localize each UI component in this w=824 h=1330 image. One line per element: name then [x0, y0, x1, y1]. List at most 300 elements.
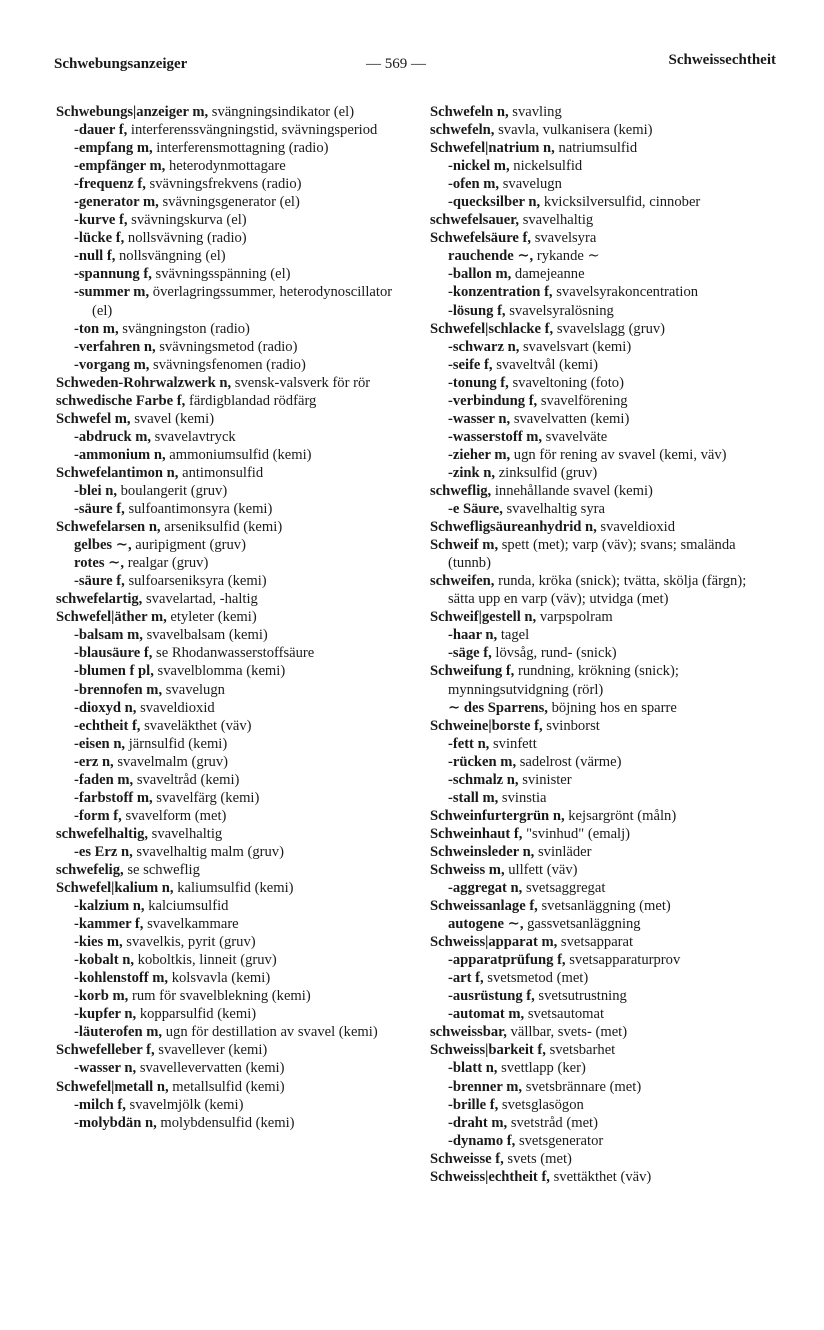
entry-definition: varpspolram — [536, 609, 613, 626]
dictionary-entry — [430, 464, 776, 482]
dictionary-entry — [56, 771, 402, 789]
entry-headword: -wasserstoff m, — [448, 428, 543, 445]
entry-definition: svavelbalsam (kemi) — [142, 627, 268, 644]
entry-headword: Schweiss|barkeit f, — [430, 1042, 546, 1059]
entry-headword: rotes ∼, — [74, 555, 125, 572]
dictionary-entry — [56, 374, 402, 392]
dictionary-entry — [56, 103, 402, 121]
dictionary-entry — [56, 1078, 402, 1096]
entry-definition: svavelmjölk (kemi) — [125, 1096, 244, 1113]
entry-headword: -erz n, — [74, 753, 114, 770]
entry-headword: Schweinhaut f, — [430, 825, 523, 842]
entry-definition: gassvetsanläggning — [523, 916, 641, 933]
dictionary-entry — [430, 1023, 776, 1041]
entry-definition: böjning hos en sparre — [547, 699, 677, 716]
entry-headword: Schweifung f, — [430, 663, 515, 680]
entry-headword: -tonung f, — [448, 374, 509, 391]
entry-definition: ugn för rening av svavel (kemi, väv) — [510, 446, 727, 463]
entry-headword: -ammonium n, — [74, 446, 166, 463]
entry-definition: svetsbrännare (met) — [522, 1078, 642, 1095]
dictionary-entry — [56, 139, 402, 157]
entry-headword: -kohlenstoff m, — [74, 970, 169, 987]
entry-definition: svetsbarhet — [545, 1042, 616, 1059]
entry-headword: -kammer f, — [74, 916, 144, 933]
entry-definition: runda, kröka (snick); tvätta, skölja (färgn); sätta upp en varp (väv); utvidga (met) — [448, 573, 747, 608]
entry-headword: -null f, — [74, 248, 116, 265]
dictionary-entry — [430, 699, 776, 717]
entry-headword: -dauer f, — [74, 122, 128, 139]
entry-definition: kopparsulfid (kemi) — [136, 1006, 257, 1023]
entry-definition: svensk-valsverk för rör — [231, 374, 371, 391]
dictionary-entry — [56, 807, 402, 825]
entry-definition: svinfett — [489, 735, 537, 752]
entry-definition: svängningston (radio) — [118, 320, 250, 337]
entry-definition: svetsgenerator — [515, 1132, 604, 1149]
entry-headword: Schweinfurtergrün n, — [430, 807, 565, 824]
dictionary-entry — [430, 897, 776, 915]
entry-headword: -ballon m, — [448, 266, 512, 283]
entry-headword: Schweif m, — [430, 537, 499, 554]
dictionary-entry — [56, 699, 402, 717]
entry-definition: svetsanläggning (met) — [537, 898, 671, 915]
entry-headword: Schwefel|natrium n, — [430, 140, 555, 157]
entry-definition: lövsåg, rund- (snick) — [491, 645, 617, 662]
entry-headword: -automat m, — [448, 1006, 525, 1023]
entry-headword: -apparatprüfung f, — [448, 952, 566, 969]
dictionary-entry — [430, 157, 776, 175]
dictionary-entry — [430, 1168, 776, 1186]
entry-definition: svävningsfrekvens (radio) — [145, 176, 302, 193]
entry-headword: Schweiss|apparat m, — [430, 934, 558, 951]
dictionary-entry — [56, 536, 402, 554]
entry-headword: -art f, — [448, 970, 484, 987]
entry-headword: schweflig, — [430, 482, 492, 499]
dictionary-entry — [430, 302, 776, 320]
entry-headword: -schmalz n, — [448, 771, 519, 788]
header-right-guide-word: Schweissechtheit — [668, 52, 776, 68]
entry-definition: svavelartad, -haltig — [142, 591, 258, 608]
dictionary-entry — [430, 1114, 776, 1132]
dictionary-entry — [430, 969, 776, 987]
entry-headword: -schwarz n, — [448, 338, 520, 355]
entry-definition: svavelsyralösning — [505, 302, 614, 319]
entry-definition: svavelavtryck — [151, 428, 236, 445]
entry-headword: Schwefelleber f, — [56, 1042, 155, 1059]
entry-definition: spett (met); varp (väv); svans; smalända (tunnb) — [448, 537, 736, 572]
entry-definition: svets (met) — [503, 1150, 572, 1167]
entry-headword: Schwefel|metall n, — [56, 1078, 169, 1095]
entry-headword: Schweiss m, — [430, 861, 505, 878]
entry-definition: koboltkis, linneit (gruv) — [134, 952, 277, 969]
entry-definition: svavellever (kemi) — [154, 1042, 268, 1059]
entry-definition: svettäkthet (väv) — [549, 1168, 652, 1185]
entry-definition: svängningsindikator (el) — [208, 104, 355, 120]
entry-definition: heterodynmottagare — [165, 158, 286, 175]
entry-headword: -form f, — [74, 807, 122, 824]
entry-headword: -blei n, — [74, 482, 117, 499]
dictionary-entry — [430, 717, 776, 735]
entry-headword: -brille f, — [448, 1096, 499, 1113]
dictionary-entry — [56, 1005, 402, 1023]
entry-definition: nickelsulfid — [509, 158, 583, 175]
entry-headword: -zieher m, — [448, 446, 511, 463]
entry-headword: -kurve f, — [74, 212, 128, 229]
entry-definition: färdigblandad rödfärg — [185, 392, 317, 409]
dictionary-entry — [430, 662, 776, 698]
entry-headword: -e Säure, — [448, 501, 503, 518]
dictionary-entry — [430, 247, 776, 265]
dictionary-entry — [56, 247, 402, 265]
entry-definition: svaveltoning (foto) — [508, 374, 624, 391]
entry-headword: -kupfer n, — [74, 1006, 137, 1023]
dictionary-entry — [56, 590, 402, 608]
entry-definition: ullfett (väv) — [504, 861, 578, 878]
dictionary-entry — [56, 229, 402, 247]
dictionary-entry — [430, 518, 776, 536]
entry-headword: -kalzium n, — [74, 898, 145, 915]
entry-definition: vällbar, svets- (met) — [506, 1024, 628, 1041]
entry-definition: sulfoarseniksyra (kemi) — [124, 573, 267, 590]
entry-definition: svavelväte — [542, 428, 608, 445]
dictionary-entry — [430, 915, 776, 933]
entry-headword: -konzentration f, — [448, 284, 553, 301]
dictionary-entry — [430, 283, 776, 301]
dictionary-entry — [430, 1150, 776, 1168]
entry-definition: tagel — [497, 627, 530, 644]
entry-headword: Schwefelantimon n, — [56, 464, 179, 481]
dictionary-entry — [430, 608, 776, 626]
entry-definition: svavla, vulkanisera (kemi) — [494, 122, 653, 139]
entry-definition: interferenssvängningstid, svävningsperiod — [127, 122, 378, 139]
entry-headword: schwefelartig, — [56, 591, 143, 608]
dictionary-entry — [430, 392, 776, 410]
entry-headword: -generator m, — [74, 194, 159, 211]
dictionary-entry — [56, 211, 402, 229]
entry-headword: -lücke f, — [74, 230, 125, 247]
dictionary-entry — [56, 283, 402, 319]
dictionary-entry — [430, 626, 776, 644]
dictionary-entry — [56, 1059, 402, 1077]
entry-definition: kolsvavla (kemi) — [168, 970, 271, 987]
entry-headword: -summer m, — [74, 284, 150, 301]
entry-definition: svavelkammare — [143, 916, 239, 933]
dictionary-entry — [56, 681, 402, 699]
dictionary-entry — [56, 121, 402, 139]
dictionary-entry — [430, 843, 776, 861]
entry-headword: -verfahren n, — [74, 338, 156, 355]
entry-definition: realgar (gruv) — [124, 555, 209, 572]
entry-headword: -abdruck m, — [74, 428, 152, 445]
entry-definition: se schweflig — [123, 861, 200, 878]
entry-headword: -haar n, — [448, 627, 498, 644]
entry-definition: kaliumsulfid (kemi) — [173, 880, 294, 897]
entry-definition: svavelhaltig syra — [502, 501, 605, 518]
dictionary-entry — [56, 1041, 402, 1059]
entry-headword: -blausäure f, — [74, 645, 153, 662]
dictionary-entry — [430, 211, 776, 229]
dictionary-entry — [56, 644, 402, 662]
entry-headword: -wasser n, — [74, 1060, 137, 1077]
entry-headword: schweissbar, — [430, 1024, 507, 1041]
entry-definition: nollsvängning (el) — [115, 248, 226, 265]
entry-headword: Schwefel|kalium n, — [56, 880, 174, 897]
entry-definition: svavelslagg (gruv) — [553, 320, 666, 337]
entry-definition: svävningsmetod (radio) — [155, 338, 298, 355]
entry-headword: Schwefelsäure f, — [430, 230, 532, 247]
dictionary-entry — [56, 825, 402, 843]
dictionary-entry — [56, 753, 402, 771]
dictionary-entry — [430, 789, 776, 807]
dictionary-entry — [430, 1059, 776, 1077]
entry-definition: "svinhud" (emalj) — [522, 825, 631, 842]
entry-definition: svavelfärg (kemi) — [152, 789, 260, 806]
dictionary-entry — [56, 175, 402, 193]
entry-headword: -dynamo f, — [448, 1132, 516, 1149]
entry-headword: ∼ des Sparrens, — [448, 699, 548, 716]
dictionary-entry — [56, 735, 402, 753]
entry-definition: svetsglasögon — [498, 1096, 584, 1113]
entry-definition: svävningsfenomen (radio) — [149, 356, 306, 373]
entry-definition: natriumsulfid — [554, 140, 638, 157]
entry-definition: svavelblomma (kemi) — [153, 663, 286, 680]
entry-definition: svavelkis, pyrit (gruv) — [122, 934, 256, 951]
dictionary-entry — [430, 771, 776, 789]
dictionary-entry — [430, 1041, 776, 1059]
dictionary-entry — [430, 103, 776, 121]
dictionary-entry — [430, 121, 776, 139]
dictionary-entry — [430, 861, 776, 879]
dictionary-entry — [56, 482, 402, 500]
entry-definition: arseniksulfid (kemi) — [160, 519, 283, 536]
entry-definition: svavelsvart (kemi) — [519, 338, 632, 355]
dictionary-entry — [56, 915, 402, 933]
entry-definition: ammoniumsulfid (kemi) — [165, 446, 312, 463]
entry-definition: svaveltvål (kemi) — [492, 356, 598, 373]
entry-definition: interferensmottagning (radio) — [152, 140, 329, 157]
entry-definition: sulfoantimonsyra (kemi) — [124, 501, 273, 518]
dictionary-entry — [430, 572, 776, 608]
dictionary-entry — [56, 1114, 402, 1132]
dictionary-entry — [56, 265, 402, 283]
page-header — [54, 52, 776, 78]
dictionary-entry — [56, 356, 402, 374]
entry-definition: svinister — [518, 771, 572, 788]
entry-definition: se Rhodanwasserstoffsäure — [152, 645, 315, 662]
entry-definition: svetsutrustning — [534, 988, 627, 1005]
entry-headword: schwefelsauer, — [430, 212, 520, 229]
entry-headword: -farbstoff m, — [74, 789, 153, 806]
entry-headword: -seife f, — [448, 356, 493, 373]
entry-headword: -ofen m, — [448, 176, 500, 193]
entry-definition: svavelvatten (kemi) — [510, 410, 630, 427]
entry-headword: Schwebungs|anzeiger m, — [56, 104, 209, 120]
dictionary-entry — [56, 193, 402, 211]
dictionary-entry — [56, 789, 402, 807]
dictionary-entry — [430, 374, 776, 392]
dictionary-entry — [430, 1005, 776, 1023]
entry-headword: schwedische Farbe f, — [56, 392, 186, 409]
entry-definition: svavelform (met) — [121, 807, 227, 824]
entry-definition: svavelhaltig — [519, 212, 594, 229]
page-number: — 569 — — [366, 56, 426, 72]
entry-headword: -brennofen m, — [74, 681, 163, 698]
entry-headword: -quecksilber n, — [448, 194, 541, 211]
entry-definition: rundning, krökning (snick); mynningsutvidgning (rörl) — [448, 663, 679, 698]
entry-headword: -wasser n, — [448, 410, 511, 427]
entry-headword: Schweiss|echtheit f, — [430, 1168, 550, 1185]
entry-headword: -läuterofen m, — [74, 1024, 163, 1041]
right-column — [430, 103, 776, 1186]
entry-headword: -kies m, — [74, 934, 123, 951]
left-column — [56, 103, 402, 1132]
entry-definition: svaveltråd (kemi) — [133, 771, 240, 788]
entry-headword: Schweisse f, — [430, 1150, 504, 1167]
dictionary-entry — [56, 410, 402, 428]
dictionary-entry — [430, 410, 776, 428]
entry-definition: svavelsyrakoncentration — [552, 284, 699, 301]
entry-headword: -dioxyd n, — [74, 699, 137, 716]
dictionary-entry — [430, 428, 776, 446]
entry-headword: -säure f, — [74, 501, 125, 518]
dictionary-entry — [56, 987, 402, 1005]
entry-headword: rauchende ∼, — [448, 248, 534, 265]
entry-headword: Schwefligsäureanhydrid n, — [430, 519, 597, 536]
dictionary-entry — [56, 717, 402, 735]
dictionary-entry — [56, 392, 402, 410]
entry-headword: -balsam m, — [74, 627, 143, 644]
dictionary-entry — [56, 500, 402, 518]
entry-definition: rum för svavelblekning (kemi) — [128, 988, 311, 1005]
entry-headword: Schweif|gestell n, — [430, 609, 537, 626]
entry-headword: -empfang m, — [74, 140, 153, 157]
entry-definition: sadelrost (värme) — [516, 753, 622, 770]
dictionary-entry — [430, 193, 776, 211]
entry-definition: svavelhaltig — [148, 825, 223, 842]
entry-headword: Schwefelarsen n, — [56, 519, 161, 536]
entry-definition: innehållande svavel (kemi) — [491, 482, 653, 499]
entry-headword: -milch f, — [74, 1096, 126, 1113]
entry-headword: -frequenz f, — [74, 176, 146, 193]
entry-headword: -säge f, — [448, 645, 492, 662]
entry-headword: -verbindung f, — [448, 392, 538, 409]
entry-definition: svinstia — [498, 789, 547, 806]
entry-definition: auripigment (gruv) — [131, 537, 246, 554]
entry-definition: järnsulfid (kemi) — [125, 735, 228, 752]
dictionary-entry — [56, 951, 402, 969]
dictionary-entry — [56, 428, 402, 446]
entry-headword: Schweine|borste f, — [430, 717, 543, 734]
dictionary-entry — [430, 139, 776, 157]
entry-definition: svavelsyra — [531, 230, 597, 247]
dictionary-entry — [430, 500, 776, 518]
entry-definition: överlagringssummer, heterodynoscillator (el) — [92, 284, 393, 319]
dictionary-entry — [430, 735, 776, 753]
entry-definition: svinläder — [534, 843, 592, 860]
entry-definition: svavelhaltig malm (gruv) — [132, 843, 284, 860]
dictionary-entry — [56, 879, 402, 897]
entry-headword: Schwefeln n, — [430, 104, 509, 120]
entry-headword: -fett n, — [448, 735, 490, 752]
entry-headword: Schweinsleder n, — [430, 843, 535, 860]
dictionary-entry — [430, 482, 776, 500]
header-left-guide-word: Schwebungsanzeiger — [54, 56, 188, 72]
dictionary-entry — [56, 572, 402, 590]
dictionary-entry — [56, 969, 402, 987]
entry-definition: svettlapp (ker) — [497, 1060, 586, 1077]
entry-definition: molybdensulfid (kemi) — [156, 1114, 295, 1131]
entry-definition: zinksulfid (gruv) — [495, 464, 598, 481]
entry-definition: rykande ∼ — [533, 248, 600, 265]
entry-definition: svävningskurva (el) — [127, 212, 247, 229]
dictionary-entry — [430, 338, 776, 356]
entry-headword: -aggregat n, — [448, 880, 523, 897]
entry-headword: -empfänger m, — [74, 158, 166, 175]
dictionary-entry — [56, 446, 402, 464]
entry-definition: svavling — [508, 104, 562, 120]
dictionary-entry — [430, 265, 776, 283]
entry-definition: svaveläkthet (väv) — [140, 717, 252, 734]
entry-headword: -kobalt n, — [74, 952, 135, 969]
entry-headword: -draht m, — [448, 1114, 508, 1131]
entry-definition: svetsapparaturprov — [565, 952, 681, 969]
dictionary-entry — [56, 897, 402, 915]
dictionary-entry — [56, 464, 402, 482]
dictionary-entry — [430, 987, 776, 1005]
dictionary-entry — [430, 356, 776, 374]
entry-headword: -echtheit f, — [74, 717, 141, 734]
entry-headword: schwefelhaltig, — [56, 825, 149, 842]
dictionary-entry — [430, 446, 776, 464]
entry-headword: autogene ∼, — [448, 916, 524, 933]
dictionary-entry — [430, 1078, 776, 1096]
entry-headword: -faden m, — [74, 771, 134, 788]
entry-definition: svavel (kemi) — [130, 410, 215, 427]
entry-definition: metallsulfid (kemi) — [168, 1078, 285, 1095]
entry-definition: svinborst — [542, 717, 600, 734]
entry-definition: svavelugn — [499, 176, 562, 193]
entry-headword: -eisen n, — [74, 735, 126, 752]
dictionary-entry — [430, 229, 776, 247]
entry-headword: Schweissanlage f, — [430, 898, 538, 915]
entry-headword: Schweden-Rohrwalzwerk n, — [56, 374, 232, 391]
dictionary-entry — [56, 861, 402, 879]
dictionary-entry — [430, 879, 776, 897]
entry-definition: damejeanne — [511, 266, 585, 283]
entry-definition: svavellevervatten (kemi) — [136, 1060, 285, 1077]
dictionary-entry — [430, 175, 776, 193]
entry-definition: nollsvävning (radio) — [124, 230, 247, 247]
dictionary-entry — [430, 536, 776, 572]
entry-headword: -molybdän n, — [74, 1114, 157, 1131]
entry-headword: Schwefel|schlacke f, — [430, 320, 554, 337]
dictionary-entry — [430, 807, 776, 825]
entry-headword: Schwefel m, — [56, 410, 131, 427]
entry-headword: schwefelig, — [56, 861, 124, 878]
entry-headword: Schwefel|äther m, — [56, 609, 167, 626]
entry-definition: svavelförening — [537, 392, 628, 409]
dictionary-entry — [430, 825, 776, 843]
dictionary-entry — [430, 951, 776, 969]
dictionary-entry — [430, 1096, 776, 1114]
entry-definition: svetsautomat — [524, 1006, 605, 1023]
entry-definition: kvicksilversulfid, cinnober — [540, 194, 701, 211]
entry-headword: -ausrüstung f, — [448, 988, 535, 1005]
entry-headword: -blumen f pl, — [74, 663, 154, 680]
dictionary-entry — [56, 843, 402, 861]
entry-headword: -brenner m, — [448, 1078, 523, 1095]
entry-definition: svaveldioxid — [596, 519, 676, 536]
entry-headword: -nickel m, — [448, 158, 510, 175]
